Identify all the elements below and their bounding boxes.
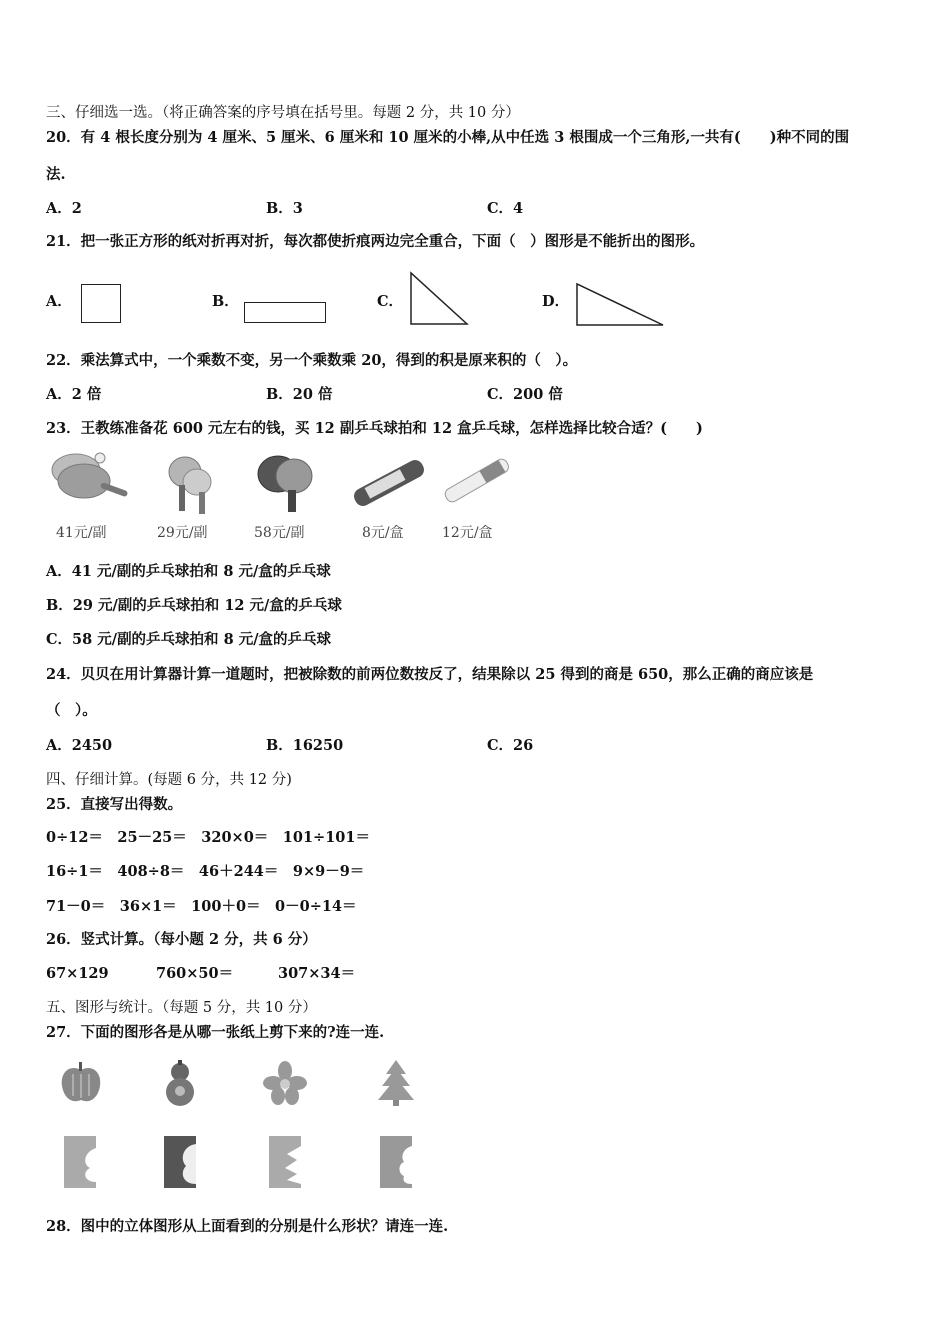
apple-cutout-icon <box>58 1060 104 1106</box>
price-caption-1: 41元/副 <box>56 525 107 541</box>
price-caption-2: 29元/副 <box>157 525 208 541</box>
q23-option-c[interactable]: C．58 元/副的乒乓球拍和 8 元/盒的乒乓球 <box>46 631 332 648</box>
q24-text-line1: 24．贝贝在用计算器计算一道题时，把被除数的前两位数按反了，结果除以 25 得到的商是 650，那么正确的商应该是 <box>46 666 814 683</box>
q26-text: 26．竖式计算。（每小题 2 分，共 6 分） <box>46 931 317 948</box>
q21-option-a[interactable]: A． <box>46 293 72 310</box>
q23-text: 23．王教练准备花 600 元左右的钱，买 12 副乒乓球拍和 12 盒乒乓球，怎样选择比较合适？( ) <box>46 420 703 437</box>
q25-text: 25．直接写出得数。 <box>46 796 183 813</box>
q23-option-a[interactable]: A．41 元/副的乒乓球拍和 8 元/盒的乒乓球 <box>46 563 331 580</box>
right-triangle-shape <box>570 280 670 330</box>
q20-option-b[interactable]: B．3 <box>266 200 303 217</box>
q24-option-c[interactable]: C．26 <box>487 737 534 754</box>
q26-expression-1: 67×129 <box>46 965 109 982</box>
q25-row-3: 71－0＝ 36×1＝ 100＋0＝ 0－0÷14＝ <box>46 898 357 915</box>
q20-text-line1: 20．有 4 根长度分别为 4 厘米、5 厘米、6 厘米和 10 厘米的小棒,从中任选 3 根围成一个三角形,一共有( )种不同的围 <box>46 129 850 146</box>
q25-row-1: 0÷12＝ 25－25＝ 320×0＝ 101÷101＝ <box>46 829 370 846</box>
q24-option-a[interactable]: A．2450 <box>46 737 113 754</box>
isosceles-right-triangle-shape <box>405 270 475 330</box>
q23-option-b[interactable]: B．29 元/副的乒乓球拍和 12 元/盒的乒乓球 <box>46 597 342 614</box>
q22-text: 22．乘法算式中，一个乘数不变，另一个乘数乘 20，得到的积是原来积的（ ）。 <box>46 352 578 369</box>
price-caption-3: 58元/副 <box>254 525 305 541</box>
q22-option-a[interactable]: A．2 倍 <box>46 386 102 403</box>
q20-option-a[interactable]: A．2 <box>46 200 82 217</box>
q20-option-c[interactable]: C．4 <box>487 200 524 217</box>
q24-text-line2: （ ）。 <box>46 702 97 719</box>
paddle-pair-29-icon <box>155 452 225 518</box>
q28-text: 28．图中的立体图形从上面看到的分别是什么形状？请连一连. <box>46 1218 449 1235</box>
q26-expression-2: 760×50＝ <box>156 965 234 982</box>
price-caption-5: 12元/盒 <box>442 525 493 541</box>
q27-text: 27．下面的图形各是从哪一张纸上剪下来的?连一连. <box>46 1024 385 1041</box>
ball-tube-12-icon <box>438 450 514 510</box>
paddle-pair-58-icon <box>250 450 324 516</box>
q22-option-c[interactable]: C．200 倍 <box>487 386 563 403</box>
q20-text-line2: 法. <box>46 166 66 183</box>
folded-paper-d-icon <box>376 1134 416 1190</box>
gourd-cutout-icon <box>160 1058 200 1108</box>
rectangle-shape <box>244 302 326 323</box>
q22-option-b[interactable]: B．20 倍 <box>266 386 333 403</box>
q21-option-c[interactable]: C． <box>377 293 404 310</box>
paddle-pair-41-icon <box>44 448 134 518</box>
price-caption-4: 8元/盒 <box>362 525 404 541</box>
q21-option-d[interactable]: D． <box>542 293 570 310</box>
folded-paper-b-icon <box>160 1134 200 1190</box>
q26-expression-3: 307×34＝ <box>278 965 356 982</box>
q25-row-2: 16÷1＝ 408÷8＝ 46＋244＝ 9×9－9＝ <box>46 863 365 880</box>
q21-text: 21．把一张正方形的纸对折再对折，每次都使折痕两边完全重合，下面（ ）图形是不能折出的图形。 <box>46 233 705 250</box>
folded-paper-c-icon <box>265 1134 305 1190</box>
section-4-heading: 四、仔细计算。(每题 6 分，共 12 分) <box>46 772 292 788</box>
tree-cutout-icon <box>374 1058 418 1108</box>
q24-option-b[interactable]: B．16250 <box>266 737 344 754</box>
q21-option-b[interactable]: B． <box>212 293 239 310</box>
square-shape <box>81 284 121 323</box>
ball-tube-8-icon <box>345 452 431 512</box>
section-3-heading: 三、仔细选一选。（将正确答案的序号填在括号里。每题 2 分，共 10 分） <box>46 105 520 121</box>
section-5-heading: 五、图形与统计。（每题 5 分，共 10 分） <box>46 1000 317 1016</box>
folded-paper-a-icon <box>60 1134 100 1190</box>
flower-cutout-icon <box>262 1060 308 1106</box>
